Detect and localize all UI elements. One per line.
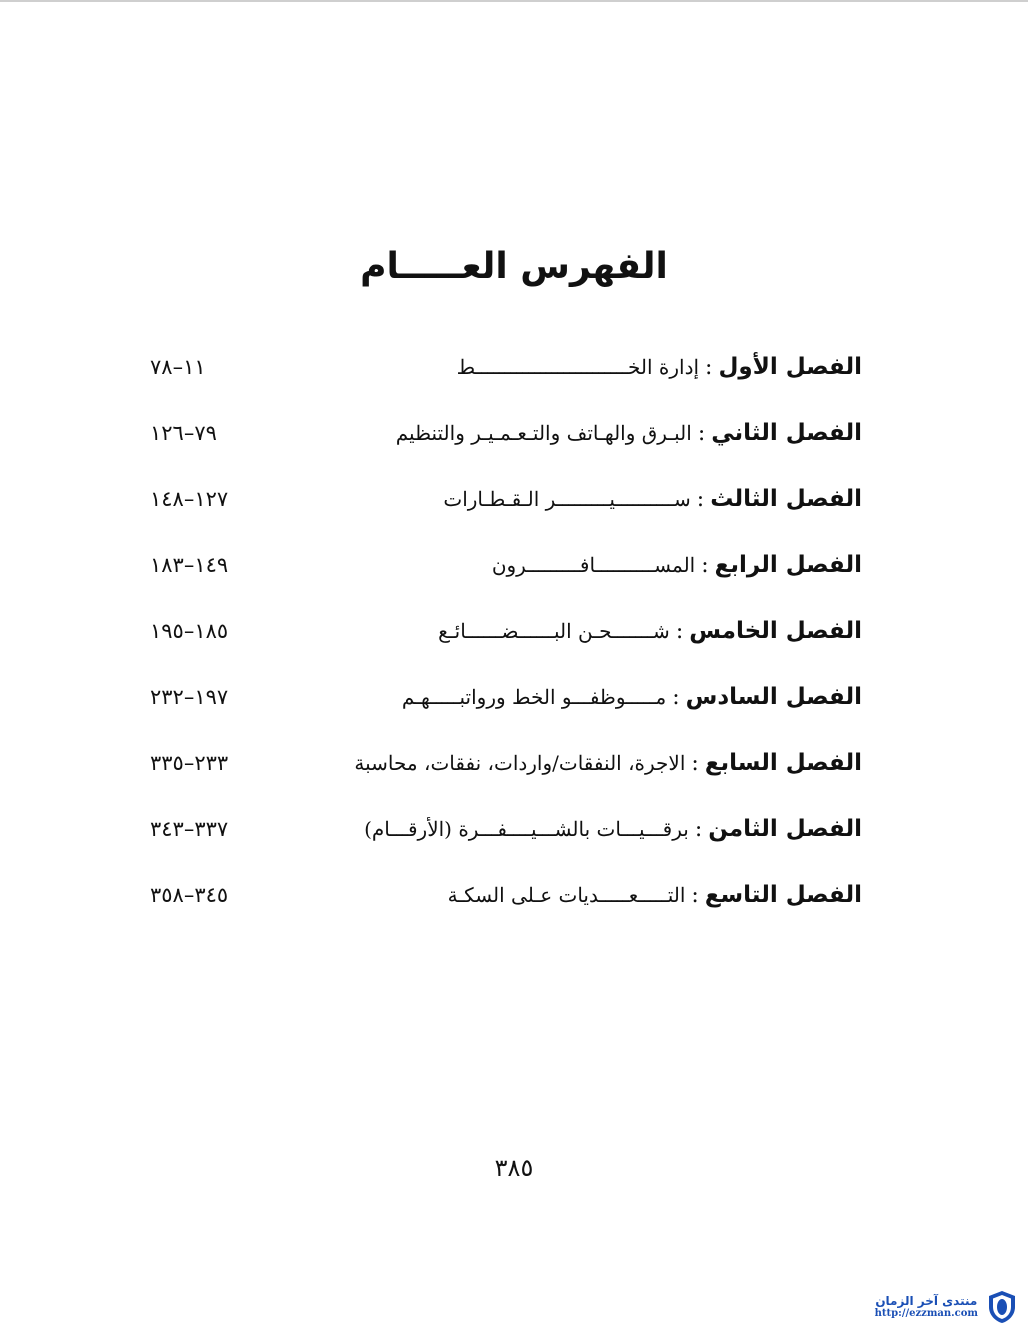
toc-row-7 (150, 730, 862, 796)
chapter-label: الفصل الأول (718, 354, 862, 380)
toc-row-6 (150, 664, 862, 730)
toc-row-1 (150, 334, 862, 400)
chapter-title: التـــــعـــــديات عـلى السكـة (447, 883, 686, 907)
chapter-label: الفصل السابع (704, 750, 862, 776)
chapter-pages: ٣٣٧–٣٤٣ (150, 817, 229, 841)
toc-row-8 (150, 796, 862, 862)
table-of-contents (150, 334, 862, 928)
toc-row-3 (150, 466, 862, 532)
chapter-colon: : (694, 816, 703, 842)
chapter-colon: : (696, 486, 705, 512)
toc-row-2 (150, 400, 862, 466)
watermark-text (875, 1295, 978, 1319)
chapter-pages: ١٨٥–١٩٥ (150, 619, 229, 643)
chapter-colon: : (675, 618, 684, 644)
chapter-label: الفصل الثامن (708, 816, 862, 842)
chapter-label: الفصل الرابع (714, 552, 862, 578)
site-watermark[interactable] (875, 1290, 1018, 1324)
watermark-url[interactable]: http://ezzman.com (874, 1308, 978, 1320)
chapter-label: الفصل التاسع (704, 882, 862, 908)
chapter-title: ســــــــــيـــــــــر الـقـطـارات (443, 487, 691, 511)
page-number: ٣٨٥ (494, 1154, 534, 1182)
chapter-colon: : (672, 684, 680, 710)
chapter-title: المســــــــــافـــــــــرون (491, 553, 696, 577)
chapter-title: برقـــيـــات بالشـــيــــفـــرة (الأرقـــام) (364, 817, 689, 841)
chapter-label: الفصل الثالث (710, 486, 862, 512)
chapter-pages: ٧٩–١٢٦ (150, 421, 217, 445)
chapter-title: شـــــــحـن البــــــضــــــائـع (438, 619, 670, 643)
chapter-label: الفصل الثاني (711, 420, 862, 446)
toc-row-4 (150, 532, 862, 598)
toc-row-9 (150, 862, 862, 928)
watermark-site-name: منتدى آخر الزمان (875, 1293, 978, 1308)
chapter-colon: : (701, 552, 709, 578)
shield-logo-icon (986, 1290, 1018, 1324)
chapter-pages: ١٩٧–٢٣٢ (150, 685, 229, 709)
chapter-pages: ٢٣٣–٣٣٥ (150, 751, 229, 775)
chapter-title: إدارة الخــــــــــــــــــــــــــط (456, 355, 700, 379)
chapter-pages: ١٢٧–١٤٨ (150, 487, 229, 511)
chapter-colon: : (691, 750, 699, 776)
chapter-title: الاجرة، النفقات/واردات، نفقات، محاسبة (354, 751, 686, 775)
chapter-title: مـــــوظفـــو الخط ورواتبـــــهـم (401, 685, 667, 709)
chapter-colon: : (691, 882, 699, 908)
chapter-label: الفصل الخامس (689, 618, 862, 644)
chapter-title: البـرق والهـاتف والتـعـمـيـر والتنظيم (395, 421, 692, 445)
toc-row-5 (150, 598, 862, 664)
page-title: الفهرس العـــــام (360, 246, 668, 287)
chapter-pages: ١٤٩–١٨٣ (150, 553, 229, 577)
chapter-pages: ٣٤٥–٣٥٨ (150, 883, 229, 907)
chapter-label: الفصل السادس (685, 684, 862, 710)
top-border-line (0, 0, 1028, 2)
chapter-colon: : (697, 420, 706, 446)
chapter-colon: : (705, 354, 713, 380)
chapter-pages: ١١–٧٨ (150, 355, 206, 379)
